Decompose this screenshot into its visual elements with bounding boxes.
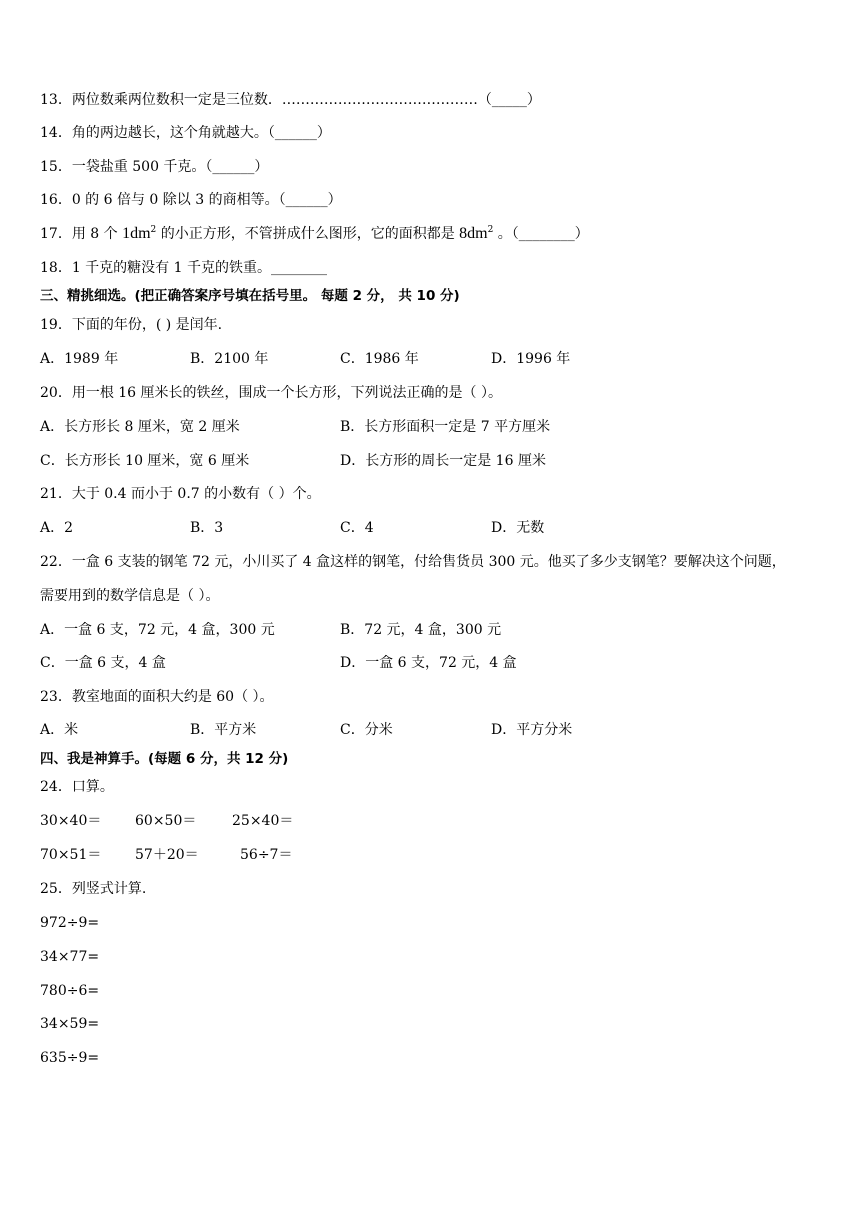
q20-option-c: C．长方形长 10 厘米，宽 6 厘米 bbox=[40, 453, 250, 469]
question-22-line-2: 需要用到的数学信息是（ ）。 bbox=[40, 588, 220, 604]
question-17-suffix: 。（________） bbox=[493, 226, 589, 242]
q20-option-b: B．长方形面积一定是 7 平方厘米 bbox=[340, 419, 551, 435]
q20-option-d: D．长方形的周长一定是 16 厘米 bbox=[340, 453, 546, 469]
question-13: 13．两位数乘两位数积一定是三位数．……………………………………（_____） bbox=[40, 92, 541, 108]
vertical-calc-item: 972÷9= bbox=[40, 915, 100, 931]
q23-option-d: D．平方分米 bbox=[491, 722, 573, 738]
vertical-calc-item: 34×59= bbox=[40, 1016, 100, 1032]
mental-math-item: 60×50＝ bbox=[135, 813, 197, 829]
q23-option-c: C．分米 bbox=[340, 722, 393, 738]
section-4-heading: 四、我是神算手。(每题 6 分，共 12 分) bbox=[40, 751, 289, 767]
q21-option-c: C．4 bbox=[340, 520, 374, 536]
q22-option-d: D．一盒 6 支，72 元，4 盒 bbox=[340, 655, 517, 671]
q19-option-c: C．1986 年 bbox=[340, 351, 419, 367]
question-23: 23．教室地面的面积大约是 60（ ）。 bbox=[40, 689, 274, 705]
question-20: 20．用一根 16 厘米长的铁丝，围成一个长方形，下列说法正确的是（ ）。 bbox=[40, 385, 502, 401]
q19-option-b: B．2100 年 bbox=[190, 351, 269, 367]
vertical-calc-item: 34×77= bbox=[40, 949, 100, 965]
q21-option-b: B．3 bbox=[190, 520, 224, 536]
question-16: 16．0 的 6 倍与 0 除以 3 的商相等。（______） bbox=[40, 192, 342, 208]
q22-option-a: A．一盒 6 支，72 元，4 盒，300 元 bbox=[40, 622, 275, 638]
question-19: 19．下面的年份，( ) 是闰年. bbox=[40, 317, 223, 333]
vertical-calc-item: 635÷9= bbox=[40, 1050, 100, 1066]
question-15: 15．一袋盐重 500 千克。（______） bbox=[40, 159, 269, 175]
mental-math-item: 56÷7＝ bbox=[240, 847, 293, 863]
question-21: 21．大于 0.4 而小于 0.7 的小数有（ ）个。 bbox=[40, 486, 321, 502]
mental-math-item: 57＋20＝ bbox=[135, 847, 199, 863]
question-22-line-1: 22．一盒 6 支装的钢笔 72 元，小川买了 4 盒这样的钢笔，付给售货员 300 元。他买了多少支钢笔？要解决这个问题， bbox=[40, 554, 786, 570]
mental-math-item: 70×51＝ bbox=[40, 847, 102, 863]
question-17-prefix: 17．用 8 个 bbox=[40, 226, 123, 242]
q22-option-c: C．一盒 6 支，4 盒 bbox=[40, 655, 166, 671]
mental-math-item: 30×40＝ bbox=[40, 813, 102, 829]
question-17 bbox=[40, 224, 589, 244]
mental-math-item: 25×40＝ bbox=[232, 813, 294, 829]
unit-exponent: 2 bbox=[150, 225, 157, 235]
q21-option-a: A．2 bbox=[40, 520, 74, 536]
question-25: 25．列竖式计算. bbox=[40, 881, 147, 897]
area-exponent: 2 bbox=[487, 225, 494, 235]
unit-dm: 1dm bbox=[122, 225, 151, 242]
q19-option-d: D．1996 年 bbox=[491, 351, 571, 367]
q23-option-b: B．平方米 bbox=[190, 722, 257, 738]
question-24: 24．口算。 bbox=[40, 779, 114, 795]
question-17-middle: 的小正方形，不管拼成什么图形，它的面积都是 bbox=[156, 226, 460, 242]
q22-option-b: B．72 元，4 盒，300 元 bbox=[340, 622, 502, 638]
q21-option-d: D．无数 bbox=[491, 520, 545, 536]
area-8dm: 8dm bbox=[459, 225, 488, 242]
vertical-calc-item: 780÷6= bbox=[40, 983, 100, 999]
section-3-heading: 三、精挑细选。(把正确答案序号填在括号里。 每题 2 分， 共 10 分) bbox=[40, 288, 460, 304]
q20-option-a: A．长方形长 8 厘米，宽 2 厘米 bbox=[40, 419, 240, 435]
q19-option-a: A．1989 年 bbox=[40, 351, 119, 367]
question-18: 18．1 千克的糖没有 1 千克的铁重。________ bbox=[40, 260, 327, 276]
q23-option-a: A．米 bbox=[40, 722, 79, 738]
question-14: 14．角的两边越长，这个角就越大。（______） bbox=[40, 125, 331, 141]
